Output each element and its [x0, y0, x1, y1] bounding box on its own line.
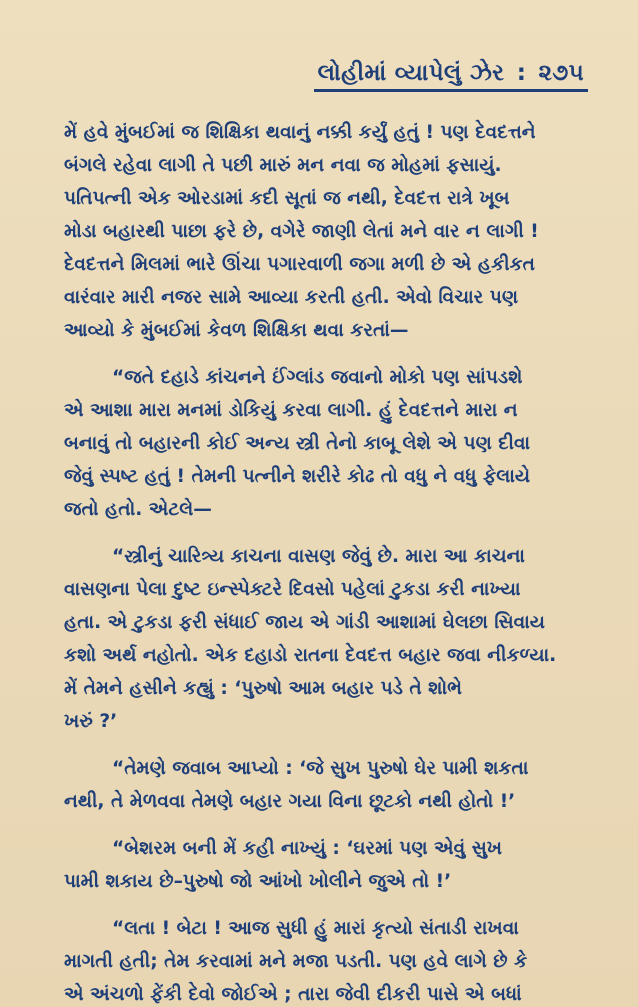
- text-line: પામી શકાય છે–પુરુષો જો આંખો ખોલીને જુએ તો !’: [64, 871, 452, 892]
- paragraph-5: [64, 832, 588, 898]
- text-line: “જતે દહાડે કાંચનને ઈંગ્લાંડ જવાનો મોકો પણ સાંપડશે: [112, 367, 523, 388]
- paragraph-4: [64, 752, 588, 818]
- text-line: મેં હવે મુંબઈમાં જ શિક્ષિકા થવાનું નક્કી કર્યું હતું ! પણ દેવદત્તને: [64, 122, 536, 143]
- text-line: ખરું ?’: [64, 711, 118, 732]
- header-rule: [314, 60, 588, 92]
- paragraph-1: [64, 116, 588, 347]
- text-line: મોડા બહારથી પાછા ફરે છે, વગેરે જાણી લેતાં મને વાર ન લાગી !: [64, 221, 539, 242]
- text-line: “લતા ! બેટા ! આજ સુધી હું મારાં કૃત્યો સંતાડી રાખવા: [112, 918, 519, 939]
- text-line: નથી, તે મેળવવા તેમણે બહાર ગયા વિના છૂટકો નથી હોતો !’: [64, 791, 516, 812]
- text-line: વારંવાર મારી નજર સામે આવ્યા કરતી હતી. એવો વિચાર પણ: [64, 287, 519, 308]
- text-line: વાસણના પેલા દુષ્ટ ઇન્સ્પેક્ટરે દિવસો પહેલાં ટુકડા કરી નાખ્યા: [64, 579, 521, 600]
- text-line: પતિપત્ની એક ઓરડામાં કદી સૂતાં જ નથી, દેવદત્ત રાત્રે ખૂબ: [64, 188, 510, 209]
- text-line: માગતી હતી; તેમ કરવામાં મને મજા પડતી. પણ હવે લાગે છે કે: [64, 951, 528, 972]
- text-line: એ અંચળો ફેંકી દેવો જોઈએ ; તારા જેવી દીકરી પાસે એ બધાં: [64, 984, 522, 1005]
- text-line: બનાવું તો બહારની કોઈ અન્ય સ્ત્રી તેનો કાબૂ લેશે એ પણ દીવા: [64, 433, 531, 454]
- text-line: જતો હતો. એટલે—: [64, 499, 212, 520]
- page-number: ૨૭૫: [538, 60, 584, 86]
- text-line: “સ્ત્રીનું ચારિત્ર્ય કાચના વાસણ જેવું છે. મારા આ કાચના: [112, 546, 525, 567]
- text-line: આવ્યો કે મુંબઈમાં કેવળ શિક્ષિકા થવા કરતાં—: [64, 320, 409, 341]
- paragraph-3: [64, 540, 588, 738]
- paragraph-2: [64, 361, 588, 526]
- text-line: હતા. એ ટુકડા ફરી સંધાઈ જાય એ ગાંડી આશામાં ઘેલછા સિવાય: [64, 612, 546, 633]
- text-line: મેં તેમને હસીને કહ્યું : ‘પુરુષો આમ બહાર પડે તે શોભે: [64, 678, 463, 699]
- header-separator: :: [516, 60, 527, 86]
- running-header: [64, 52, 588, 92]
- text-line: “બેશરમ બની મેં કહી નાખ્યું : ‘ઘરમાં પણ એવું સુખ: [112, 838, 503, 859]
- paragraph-6: [64, 912, 588, 1007]
- chapter-title: લોહીમાં વ્યાપેલું ઝેર: [317, 60, 505, 86]
- text-line: બંગલે રહેવા લાગી તે પછી મારું મન નવા જ મોહમાં ફસાયું.: [64, 155, 502, 176]
- text-line: કશો અર્થ નહોતો. એક દહાડો રાતના દેવદત્ત બહાર જવા નીકળ્યા.: [64, 645, 557, 666]
- body-text: [64, 116, 588, 1007]
- text-line: જેવું સ્પષ્ટ હતું ! તેમની પત્નીને શરીરે કોઢ તો વધુ ને વધુ ફેલાયે: [64, 466, 531, 487]
- text-line: એ આશા મારા મનમાં ડોકિયું કરવા લાગી. હું દેવદત્તને મારા ન: [64, 400, 518, 421]
- text-line: “તેમણે જવાબ આપ્યો : ‘જે સુખ પુરુષો ઘેર પામી શકતા: [112, 758, 529, 779]
- text-line: દેવદત્તને મિલમાં ભારે ઊંચા પગારવાળી જગા મળી છે એ હકીકત: [64, 254, 536, 275]
